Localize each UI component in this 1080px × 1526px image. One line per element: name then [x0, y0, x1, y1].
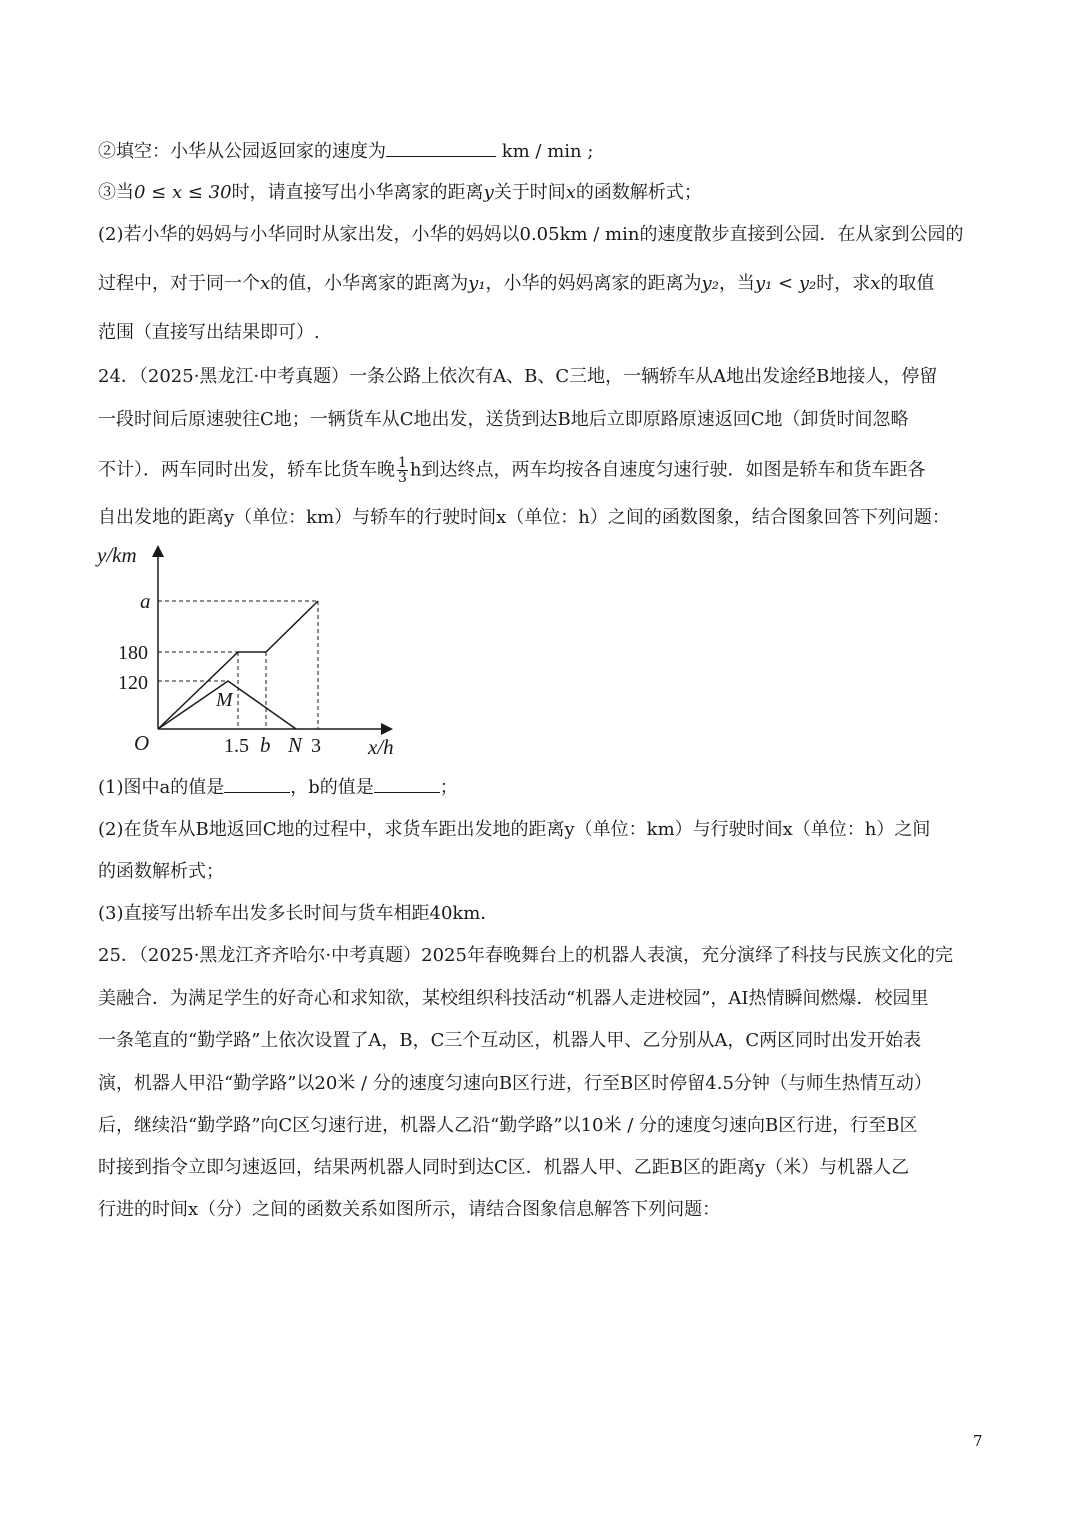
x-tick-N: N [288, 733, 303, 757]
q23-function-line: ③当0 ≤ x ≤ 30时，请直接写出小华离家的距离y关于时间x的函数解析式； [98, 182, 702, 203]
q25-line2: 美融合．为满足学生的好奇心和求知欲，某校组织科技活动“机器人走进校园”，AI热情瞬间燃爆．校园里 [98, 988, 929, 1009]
q24-sub3: (3)直接写出轿车出发多长时间与货车相距40km． [98, 903, 499, 924]
y-tick-180: 180 [118, 642, 148, 664]
answer-blank [386, 138, 496, 157]
y-tick-a: a [140, 589, 151, 613]
q23-fill-in-line: ②填空：小华从公园返回家的速度为 km / min ; [98, 138, 593, 165]
x-tick-15: 1.5 [224, 735, 249, 757]
distance-time-graph [92, 536, 422, 766]
q24-sub2-line1: (2)在货车从B地返回C地的过程中，求货车距出发地的距离y（单位：km）与行驶时间x（单位：h）之间 [98, 819, 931, 840]
q25-line3: 一条笔直的“勤学路”上依次设置了A，B，C三个互动区，机器人甲、乙分别从A，C两区同时出发开始表 [98, 1030, 922, 1051]
q24-sub1: (1)图中a的值是 ，b的值是 ； [98, 774, 458, 801]
origin-label: O [134, 731, 150, 755]
answer-blank-a [224, 774, 290, 793]
q24-line1: 24．（2025·黑龙江·中考真题）一条公路上依次有A、B、C三地，一辆轿车从A地出发途经B地接人，停留 [98, 366, 938, 387]
q25-line6: 时接到指令立即匀速返回，结果两机器人同时到达C区．机器人甲、乙距B区的距离y（米）与机器人乙 [98, 1157, 910, 1178]
fraction-one-third: $\frac{1}{3}$ [398, 455, 407, 486]
q25-line5: 后，继续沿“勤学路”向C区匀速行进，机器人乙沿“勤学路”以10米 / 分的速度匀速向B区行进，行至B区 [98, 1115, 918, 1136]
point-M-label: M [216, 689, 233, 711]
q24-line3: 不计）．两车同时出发，轿车比货车晚 $\frac{1}{3}$ h到达终点，两车均按各自速度匀速行驶．如图是轿车和货车距各 [98, 455, 926, 486]
q24-line2: 一段时间后原速驶往C地；一辆货车从C地出发，送货到达B地后立即原路原速返回C地（卸货时间忽略 [98, 409, 909, 430]
q24-sub2-line2: 的函数解析式； [98, 861, 224, 882]
q23-part2-line2: 过程中，对于同一个x的值，小华离家的距离为y₁，小华的妈妈离家的距离为y₂，当y₁ < y₂时，求x的取值 [98, 273, 935, 294]
q25-line1: 25．（2025·黑龙江齐齐哈尔·中考真题）2025年春晚舞台上的机器人表演，充分演绎了科技与民族文化的完 [98, 945, 953, 966]
answer-blank-b [374, 774, 440, 793]
page-number: 7 [973, 1432, 983, 1450]
q25-line4: 演，机器人甲沿“勤学路”以20米 / 分的速度匀速向B区行进，行至B区时停留4.5分钟（与师生热情互动） [98, 1073, 932, 1094]
q25-line7: 行进的时间x（分）之间的函数关系如图所示，请结合图象信息解答下列问题： [98, 1199, 721, 1220]
q23-part2-line1: (2)若小华的妈妈与小华同时从家出发，小华的妈妈以0.05km / min的速度散步直接到公园．在从家到公园的 [98, 224, 964, 245]
x-tick-3: 3 [311, 735, 321, 757]
y-tick-120: 120 [118, 672, 148, 694]
y-axis-label: y/km [97, 543, 137, 567]
q23-part2-line3: 范围（直接写出结果即可）. [98, 322, 320, 343]
q24-line4: 自出发地的距离y（单位：km）与轿车的行驶时间x（单位：h）之间的函数图象，结合图象回答下列问题： [98, 507, 950, 528]
x-axis-label: x/h [368, 735, 394, 759]
x-tick-b: b [260, 733, 271, 757]
